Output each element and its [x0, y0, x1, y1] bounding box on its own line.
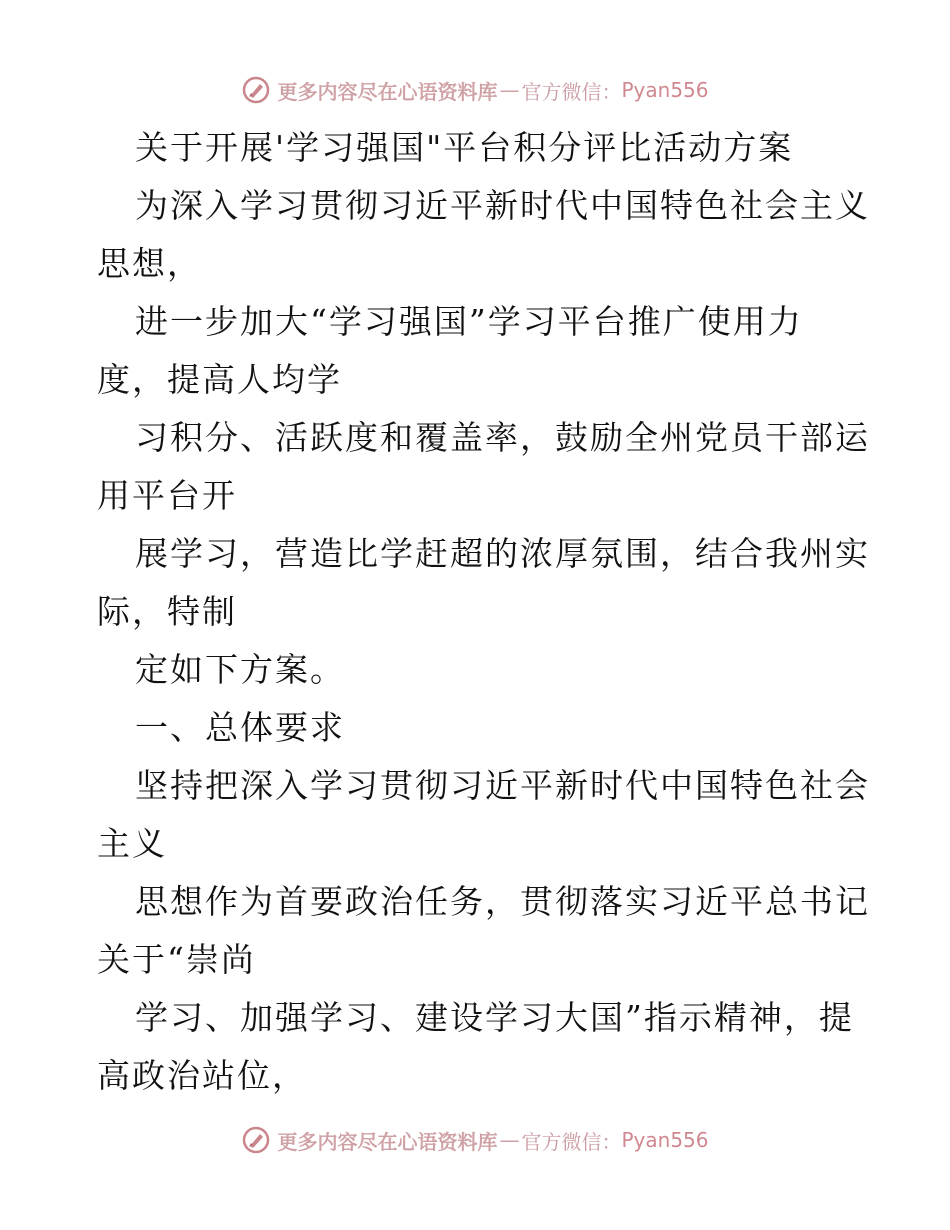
paragraph-line: 坚持把深入学习贯彻习近平新时代中国特色社会: [135, 766, 870, 805]
watermark-dash: —: [499, 78, 520, 102]
watermark-brand: 更多内容尽在心语资料库: [277, 79, 498, 104]
paragraph-line: 思想作为首要政治任务，贯彻落实习近平总书记: [135, 882, 870, 921]
watermark-wechat-label: 官方微信：: [521, 1129, 622, 1154]
pen-logo-icon: [241, 1125, 271, 1155]
paragraph-line: 高政治站位，: [97, 1056, 307, 1095]
paragraph-line: 展学习，营造比学赶超的浓厚氛围，结合我州实: [135, 534, 870, 573]
paragraph-line: 思想，: [97, 244, 202, 283]
paragraph-line: 关于“崇尚: [97, 940, 256, 979]
pen-logo-icon: [241, 75, 271, 105]
paragraph-line: 用平台开: [97, 476, 237, 515]
paragraph-line: 进一步加大“学习强国”学习平台推广使用力: [135, 302, 803, 341]
watermark-brand: 更多内容尽在心语资料库: [277, 1129, 498, 1154]
header-watermark: [0, 70, 950, 110]
paragraph-line: 主义: [97, 824, 167, 863]
paragraph-line: 际，特制: [97, 592, 237, 631]
section-heading: 一、总体要求: [135, 708, 345, 747]
watermark-wechat-label: 官方微信：: [521, 79, 622, 104]
document-title: 关于开展'学习强国"平台积分评比活动方案: [135, 128, 794, 167]
paragraph-line: 为深入学习贯彻习近平新时代中国特色社会主义: [135, 186, 870, 225]
watermark-wechat-id: Pyan556: [621, 78, 709, 102]
paragraph-line: 定如下方案。: [135, 650, 345, 689]
watermark-wechat-id: Pyan556: [621, 1128, 709, 1152]
paragraph-line: 度，提高人均学: [97, 360, 342, 399]
paragraph-line: 学习、加强学习、建设学习大国”指示精神，提: [135, 998, 854, 1037]
watermark-dash: —: [499, 1128, 520, 1152]
footer-watermark: [0, 1120, 950, 1160]
paragraph-line: 习积分、活跃度和覆盖率，鼓励全州党员干部运: [135, 418, 870, 457]
